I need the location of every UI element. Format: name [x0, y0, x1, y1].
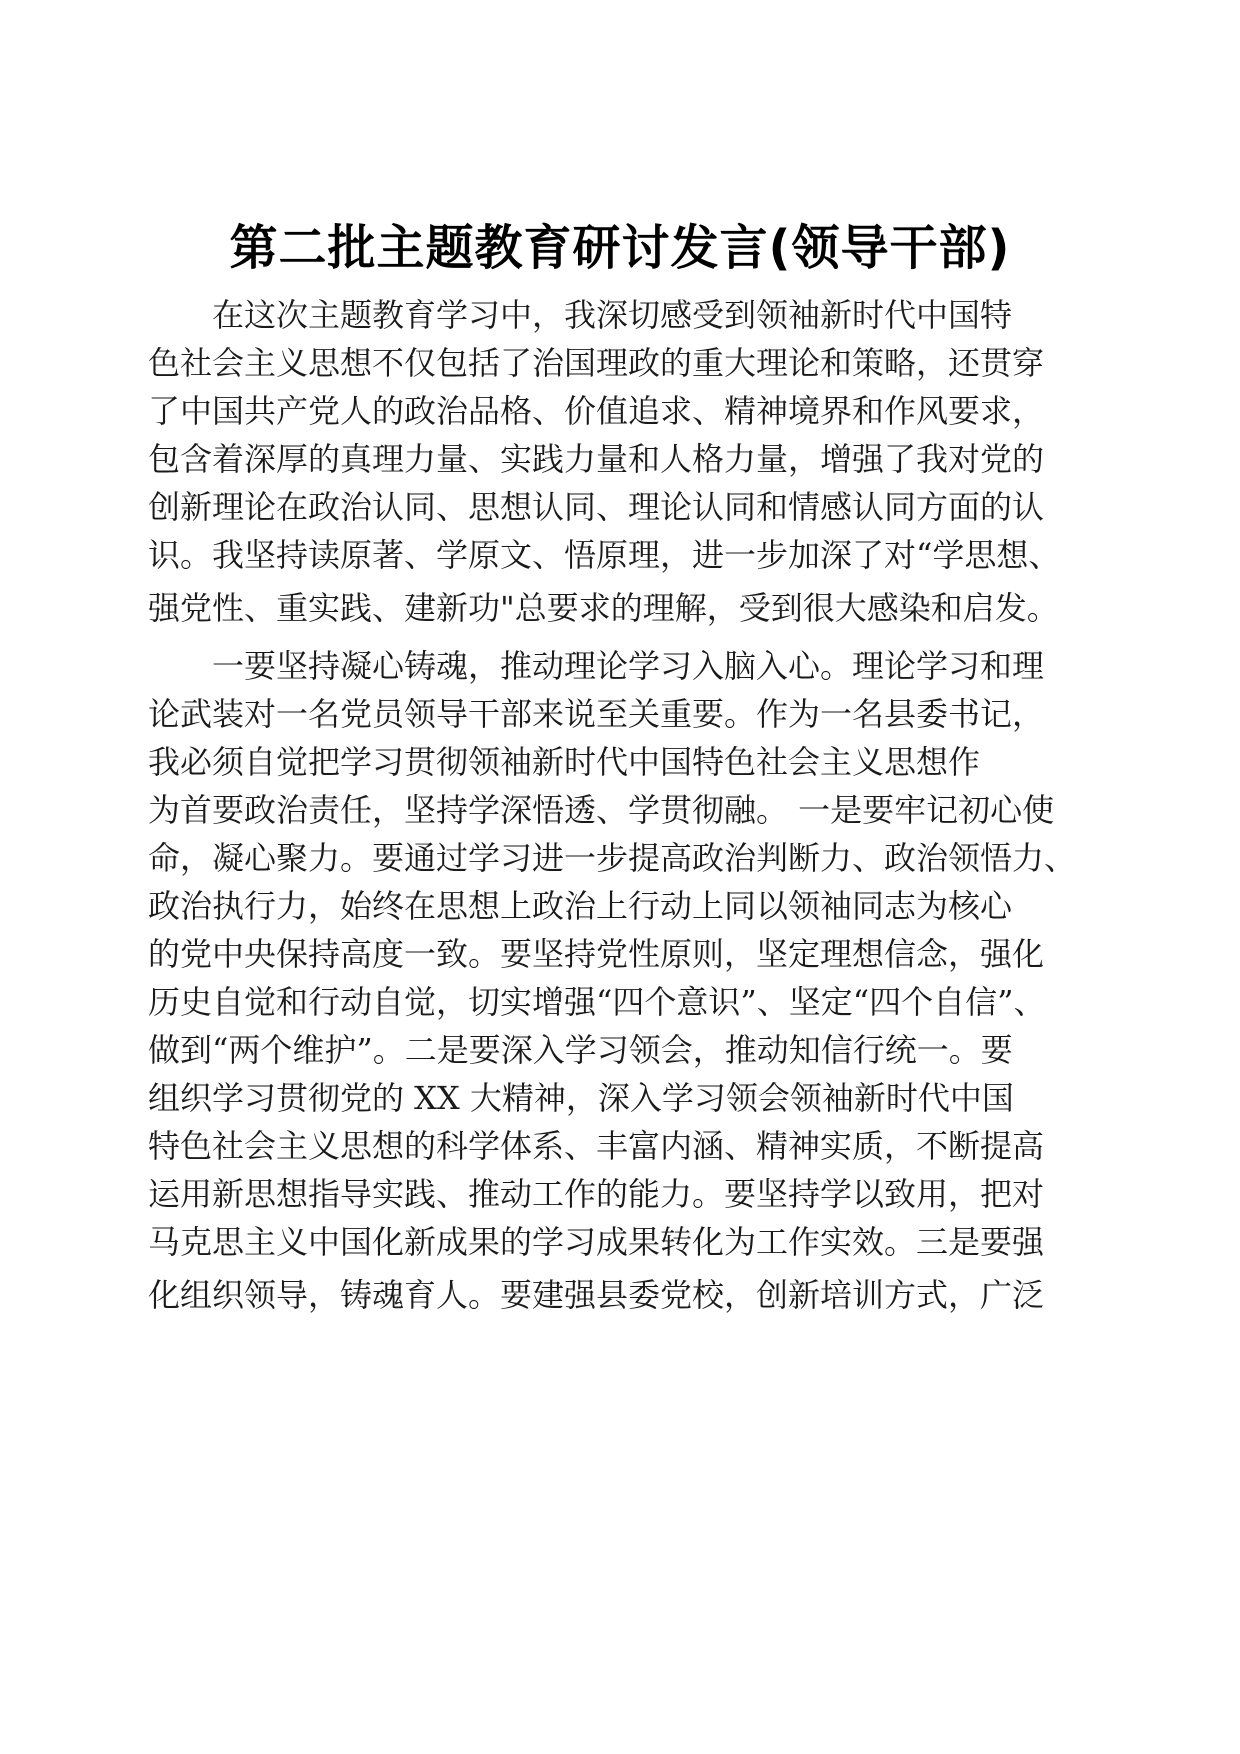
paragraph-2-line: 的党中央保持高度一致。要坚持党性原则，坚定理想信念，强化	[148, 935, 1045, 973]
paragraph-2-line: 政治执行力，始终在思想上政治上行动上同以领袖同志为核心	[148, 887, 1013, 925]
paragraph-2-line: 论武装对一名党员领导干部来说至关重要。作为一名县委书记，	[148, 695, 1045, 733]
paragraph-2-line: 一要坚持凝心铸魂，推动理论学习入脑入心。理论学习和理	[212, 647, 1045, 685]
paragraph-2-line: 化组织领导，铸魂育人。要建强县委党校，创新培训方式，广泛	[148, 1276, 1045, 1314]
paragraph-2-line: 历史自觉和行动自觉，切实增强“四个意识”、坚定“四个自信”、	[148, 983, 1046, 1021]
paragraph-1-line: 色社会主义思想不仅包括了治国理政的重大理论和策略，还贯穿	[148, 344, 1045, 382]
paragraph-2-line: 为首要政治责任，坚持学深悟透、学贯彻融。 一是要牢记初心使	[148, 791, 1055, 829]
paragraph-1-line: 强党性、重实践、建新功"总要求的理解，受到很大感染和启发。	[148, 589, 1059, 627]
paragraph-2-line: 运用新思想指导实践、推动工作的能力。要坚持学以致用，把对	[148, 1175, 1045, 1213]
paragraph-2-line: 我必须自觉把学习贯彻领袖新时代中国特色社会主义思想作	[148, 743, 981, 781]
paragraph-2-line: 组织学习贯彻党的 XX 大精神，深入学习领会领袖新时代中国	[148, 1079, 1014, 1117]
paragraph-1-line: 创新理论在政治认同、思想认同、理论认同和情感认同方面的认	[148, 488, 1045, 526]
paragraph-2-line: 马克思主义中国化新成果的学习成果转化为工作实效。三是要强	[148, 1223, 1045, 1261]
paragraph-1-line: 识。我坚持读原著、学原文、悟原理，进一步加深了对“学思想、	[148, 536, 1061, 574]
document-title: 第二批主题教育研讨发言(领导干部)	[229, 220, 1011, 276]
paragraph-2-line: 命，凝心聚力。要通过学习进一步提高政治判断力、政治领悟力、	[148, 839, 1077, 877]
paragraph-2-line: 特色社会主义思想的科学体系、丰富内涵、精神实质，不断提高	[148, 1127, 1045, 1165]
paragraph-1-line: 在这次主题教育学习中，我深切感受到领袖新时代中国特	[212, 296, 1013, 334]
paragraph-1-line: 包含着深厚的真理力量、实践力量和人格力量，增强了我对党的	[148, 440, 1045, 478]
paragraph-2-line: 做到“两个维护”。二是要深入学习领会，推动知信行统一。要	[148, 1031, 1013, 1069]
paragraph-1-line: 了中国共产党人的政治品格、价值追求、精神境界和作风要求，	[148, 392, 1045, 430]
